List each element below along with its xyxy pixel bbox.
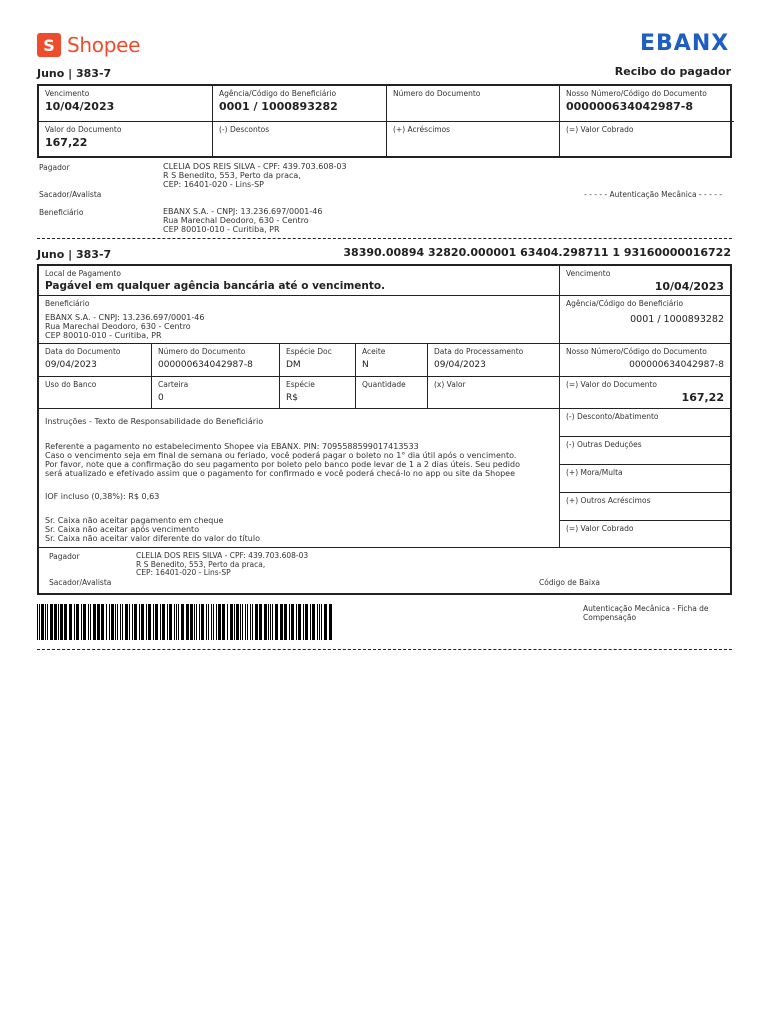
- barcode-bar: [186, 604, 189, 640]
- barcode-bar: [120, 604, 121, 640]
- slip-instrucoes-label: Instruções - Texto de Responsabilidade do Beneficiário: [45, 417, 264, 426]
- barcode-bar: [213, 604, 214, 640]
- barcode-bar: [242, 604, 243, 640]
- slip-quantidade-label: Quantidade: [362, 380, 406, 389]
- slip-caixa-line: Sr. Caixa não aceitar valor diferente do valor do título: [45, 533, 260, 543]
- barcode-bar: [234, 604, 235, 640]
- barcode-bar: [39, 604, 40, 640]
- barcode-bar: [122, 604, 123, 640]
- barcode-bar: [270, 604, 271, 640]
- barcode-bar: [93, 604, 96, 640]
- slip-vencimento: 10/04/2023: [654, 280, 724, 293]
- slip-especie-cell: [280, 377, 356, 409]
- receipt-acrescimos-cell: [387, 122, 560, 156]
- barcode-bar: [111, 604, 114, 640]
- barcode-bar: [298, 604, 301, 640]
- barcode-bar: [50, 604, 53, 640]
- slip-pagador-label: Pagador: [49, 552, 80, 561]
- receipt-descontos-label: (-) Descontos: [219, 125, 270, 134]
- receipt-nosso-num-label: Nosso Número/Código do Documento: [566, 89, 707, 98]
- slip-codigo-baixa-label: Código de Baixa: [539, 578, 601, 587]
- receipt-valor-cobrado-label: (=) Valor Cobrado: [566, 125, 634, 134]
- barcode-bar: [132, 604, 133, 640]
- receipt-agencia-label: Agência/Código do Beneficiário: [219, 89, 337, 98]
- barcode-bar: [199, 604, 200, 640]
- slip-nosso-num-label: Nosso Número/Código do Documento: [566, 347, 707, 356]
- slip-mora-cell: [560, 465, 730, 493]
- barcode-bar: [45, 604, 46, 640]
- slip-beneficiario-cell: [39, 296, 560, 344]
- slip-especie-doc-label: Espécie Doc: [286, 347, 332, 356]
- barcode-bar: [76, 604, 79, 640]
- barcode-bar: [324, 604, 327, 640]
- slip-instrucao-line: será atualizado e efetivado assim que o pagamento for confirmado e você poderá checá-lo no app ou site da Shopee: [45, 469, 516, 479]
- slip-pagador-line: CLELIA DOS REIS SILVA - CPF: 439.703.608-03: [136, 551, 309, 560]
- barcode-bar: [153, 604, 154, 640]
- barcode: [37, 604, 337, 640]
- receipt-beneficiario-label: Beneficiário: [39, 208, 84, 217]
- barcode-bar: [117, 604, 118, 640]
- slip-carteira-label: Carteira: [158, 380, 189, 389]
- slip-grid: [37, 264, 732, 595]
- barcode-bar: [54, 604, 57, 640]
- receipt-acrescimos-label: (+) Acréscimos: [393, 125, 451, 134]
- barcode-bar: [146, 604, 147, 640]
- receipt-nosso-num-cell: [560, 86, 734, 122]
- barcode-bar: [169, 604, 172, 640]
- barcode-bar: [227, 604, 228, 640]
- barcode-bar: [60, 604, 63, 640]
- slip-agencia-label: Agência/Código do Beneficiário: [566, 299, 684, 308]
- barcode-bar: [208, 604, 209, 640]
- slip-data-doc: 09/04/2023: [45, 360, 97, 370]
- receipt-beneficiario-block: [163, 207, 322, 235]
- receipt-valor-doc-label: Valor do Documento: [45, 125, 122, 134]
- slip-pagador-line: R S Benedito, 553, Perto da praca,: [136, 559, 266, 569]
- receipt-num-doc-cell: [387, 86, 560, 122]
- barcode-bar: [247, 604, 248, 640]
- barcode-bar: [296, 604, 297, 640]
- barcode-bar: [245, 604, 246, 640]
- barcode-bar: [83, 604, 86, 640]
- receipt-beneficiario-line: Rua Marechal Deodoro, 630 - Centro: [163, 216, 309, 226]
- barcode-bar: [125, 604, 128, 640]
- barcode-bar: [139, 604, 140, 640]
- slip-especie-doc: DM: [286, 360, 301, 370]
- barcode-bar: [240, 604, 241, 640]
- slip-valor-cobrado-label: (=) Valor Cobrado: [566, 524, 634, 533]
- slip-sacador-label: Sacador/Avalista: [49, 578, 112, 587]
- barcode-bar: [134, 604, 137, 640]
- cut-line: [37, 238, 732, 239]
- barcode-bar: [167, 604, 168, 640]
- barcode-bar: [303, 604, 304, 640]
- barcode-bar: [101, 604, 104, 640]
- barcode-bar: [272, 604, 273, 640]
- slip-carteira: 0: [158, 393, 164, 403]
- barcode-bar: [181, 604, 184, 640]
- slip-quantidade-cell: [356, 377, 428, 409]
- barcode-bar: [236, 604, 239, 640]
- barcode-bar: [319, 604, 320, 640]
- receipt-autenticacao: - - - - - Autenticação Mecânica - - - - -: [584, 190, 722, 199]
- slip-caixa-line: Sr. Caixa não aceitar após vencimento: [45, 524, 200, 534]
- slip-autenticacao: [583, 604, 709, 622]
- barcode-bar: [155, 604, 158, 640]
- receipt-vencimento-label: Vencimento: [45, 89, 90, 98]
- slip-valor-cobrado-cell: [560, 521, 730, 548]
- barcode-bar: [211, 604, 212, 640]
- slip-data-doc-label: Data do Documento: [45, 347, 121, 356]
- receipt-pagador-label: Pagador: [39, 163, 70, 172]
- barcode-bar: [255, 604, 258, 640]
- barcode-bar: [329, 604, 332, 640]
- barcode-bar: [201, 604, 204, 640]
- barcode-bar: [148, 604, 151, 640]
- slip-iof: IOF incluso (0,38%): R$ 0,63: [45, 492, 160, 502]
- shopee-logo-text: Shopee: [67, 33, 141, 57]
- barcode-bar: [106, 604, 107, 640]
- receipt-valor-doc-cell: [39, 122, 213, 156]
- barcode-bar: [47, 604, 48, 640]
- receipt-nosso-num: 000000634042987-8: [566, 100, 694, 113]
- slip-valor-doc: 167,22: [681, 391, 724, 404]
- slip-outras-deducoes-label: (-) Outras Deduções: [566, 440, 642, 449]
- slip-nosso-num-cell: [560, 344, 730, 377]
- slip-instrucoes-cell: [39, 409, 560, 548]
- slip-valor-doc-cell: [560, 377, 730, 409]
- receipt-num-doc-label: Número do Documento: [393, 89, 481, 98]
- receipt-agencia: 0001 / 1000893282: [219, 100, 338, 113]
- receipt-sacador-label: Sacador/Avalista: [39, 190, 102, 199]
- slip-desconto-cell: [560, 409, 730, 437]
- slip-vencimento-label: Vencimento: [566, 269, 611, 278]
- slip-pagador-line: CEP: 16401-020 - Lins-SP: [136, 568, 231, 578]
- barcode-bar: [141, 604, 144, 640]
- receipt-valor-doc: 167,22: [45, 136, 88, 149]
- slip-especie-label: Espécie: [286, 380, 315, 389]
- slip-agencia: 0001 / 1000893282: [630, 314, 724, 325]
- receipt-grid: [37, 84, 732, 158]
- barcode-bar: [252, 604, 253, 640]
- shopee-logo: [37, 33, 140, 57]
- barcode-bar: [280, 604, 283, 640]
- barcode-bar: [69, 604, 72, 640]
- barcode-bar: [178, 604, 179, 640]
- slip-outras-deducoes-cell: [560, 437, 730, 465]
- slip-especie: R$: [286, 393, 298, 403]
- barcode-bar: [216, 604, 217, 640]
- slip-x-valor-cell: [428, 377, 560, 409]
- slip-data-proc-cell: [428, 344, 560, 377]
- slip-local-cell: [39, 266, 560, 296]
- ebanx-logo: EBANX: [640, 31, 730, 56]
- slip-especie-doc-cell: [280, 344, 356, 377]
- barcode-bar: [162, 604, 165, 640]
- slip-beneficiario-line: CEP 80010-010 - Curitiba, PR: [45, 331, 162, 341]
- slip-bank-title: Juno | 383-7: [37, 248, 112, 261]
- receipt-descontos-cell: [213, 122, 387, 156]
- barcode-bar: [289, 604, 290, 640]
- barcode-bar: [174, 604, 175, 640]
- slip-num-doc-cell: [152, 344, 280, 377]
- barcode-bar: [305, 604, 308, 640]
- barcode-bar: [310, 604, 311, 640]
- receipt-title: Recibo do pagador: [614, 65, 731, 78]
- barcode-bar: [264, 604, 267, 640]
- barcode-bar: [259, 604, 262, 640]
- receipt-valor-cobrado-cell: [560, 122, 734, 156]
- slip-uso-banco-cell: [39, 377, 152, 409]
- barcode-bar: [206, 604, 207, 640]
- slip-num-doc-label: Número do Documento: [158, 347, 246, 356]
- slip-x-valor-label: (x) Valor: [434, 380, 466, 389]
- barcode-bar: [64, 604, 67, 640]
- slip-beneficiario-line: Rua Marechal Deodoro, 630 - Centro: [45, 322, 191, 332]
- receipt-pagador-line: CLELIA DOS REIS SILVA - CPF: 439.703.608-03: [163, 162, 347, 171]
- barcode-bar: [160, 604, 161, 640]
- slip-data-doc-cell: [39, 344, 152, 377]
- slip-autenticacao-line: Compensação: [583, 613, 637, 622]
- slip-local-label: Local de Pagamento: [45, 269, 121, 278]
- slip-vencimento-cell: [560, 266, 730, 296]
- slip-data-proc-label: Data do Processamento: [434, 347, 524, 356]
- barcode-bar: [321, 604, 322, 640]
- barcode-bar: [275, 604, 278, 640]
- receipt-vencimento: 10/04/2023: [45, 100, 115, 113]
- barcode-bar: [291, 604, 294, 640]
- slip-beneficiario-line: EBANX S.A. - CNPJ: 13.236.697/0001-46: [45, 313, 205, 322]
- barcode-bar: [230, 604, 233, 640]
- slip-carteira-cell: [152, 377, 280, 409]
- barcode-bar: [129, 604, 130, 640]
- barcode-bar: [268, 604, 269, 640]
- bottom-cut-line: [37, 649, 732, 650]
- receipt-beneficiario-line: CEP 80010-010 - Curitiba, PR: [163, 225, 280, 235]
- barcode-bar: [190, 604, 193, 640]
- slip-mora-label: (+) Mora/Multa: [566, 468, 623, 477]
- slip-agencia-cell: [560, 296, 730, 344]
- receipt-beneficiario-line: EBANX S.A. - CNPJ: 13.236.697/0001-46: [163, 207, 323, 216]
- slip-instrucao-line: Caso o vencimento seja em final de semana ou feriado, você poderá pagar o boleto no 1° dia útil após o vencimento.: [45, 450, 517, 460]
- receipt-vencimento-cell: [39, 86, 213, 122]
- slip-num-doc: 000000634042987-8: [158, 360, 253, 370]
- barcode-bar: [284, 604, 287, 640]
- slip-beneficiario-label: Beneficiário: [45, 299, 90, 308]
- barcode-bar: [109, 604, 110, 640]
- barcode-bar: [58, 604, 59, 640]
- slip-local: Pagável em qualquer agência bancária até o vencimento.: [45, 280, 386, 292]
- slip-caixa-line: Sr. Caixa não aceitar pagamento em cheque: [45, 515, 224, 525]
- linha-digitavel: 38390.00894 32820.000001 63404.298711 1 93160000016722: [343, 246, 731, 259]
- slip-instrucao-line: Por favor, note que a confirmação do seu pagamento por boleto pelo banco pode levar de 1 a 2 dias úteis. Seu pedido: [45, 459, 520, 469]
- slip-aceite: N: [362, 360, 369, 370]
- barcode-bar: [194, 604, 195, 640]
- barcode-bar: [218, 604, 221, 640]
- bank-title: Juno | 383-7: [37, 67, 112, 80]
- receipt-pagador-block: [163, 162, 347, 190]
- barcode-bar: [81, 604, 82, 640]
- receipt-pagador-line: CEP: 16401-020 - Lins-SP: [163, 180, 264, 190]
- barcode-bar: [41, 604, 44, 640]
- barcode-bar: [317, 604, 318, 640]
- slip-outros-acrescimos-cell: [560, 493, 730, 521]
- slip-aceite-cell: [356, 344, 428, 377]
- slip-autenticacao-line: Autenticação Mecânica - Ficha de: [583, 604, 709, 613]
- receipt-pagador-line: R S Benedito, 553, Perto da praca,: [163, 171, 301, 181]
- barcode-bar: [115, 604, 116, 640]
- receipt-agencia-cell: [213, 86, 387, 122]
- barcode-bar: [250, 604, 251, 640]
- slip-aceite-label: Aceite: [362, 347, 386, 356]
- slip-nosso-num: 000000634042987-8: [629, 360, 724, 370]
- barcode-bar: [88, 604, 89, 640]
- shopee-bag-icon: S: [37, 33, 61, 57]
- slip-uso-banco-label: Uso do Banco: [45, 380, 97, 389]
- slip-instrucao-line: Referente a pagamento no estabelecimento Shopee via EBANX. PIN: 7095588599017413533: [45, 441, 419, 451]
- slip-desconto-label: (-) Desconto/Abatimento: [566, 412, 659, 421]
- barcode-bar: [90, 604, 91, 640]
- barcode-bar: [196, 604, 197, 640]
- barcode-bar: [37, 604, 38, 640]
- barcode-bar: [222, 604, 225, 640]
- barcode-bar: [74, 604, 75, 640]
- slip-outros-acrescimos-label: (+) Outros Acréscimos: [566, 496, 651, 505]
- slip-data-proc: 09/04/2023: [434, 360, 486, 370]
- barcode-bar: [312, 604, 315, 640]
- slip-pagador-block: [136, 552, 308, 578]
- barcode-bar: [97, 604, 100, 640]
- slip-valor-doc-label: (=) Valor do Documento: [566, 380, 657, 389]
- barcode-bar: [176, 604, 177, 640]
